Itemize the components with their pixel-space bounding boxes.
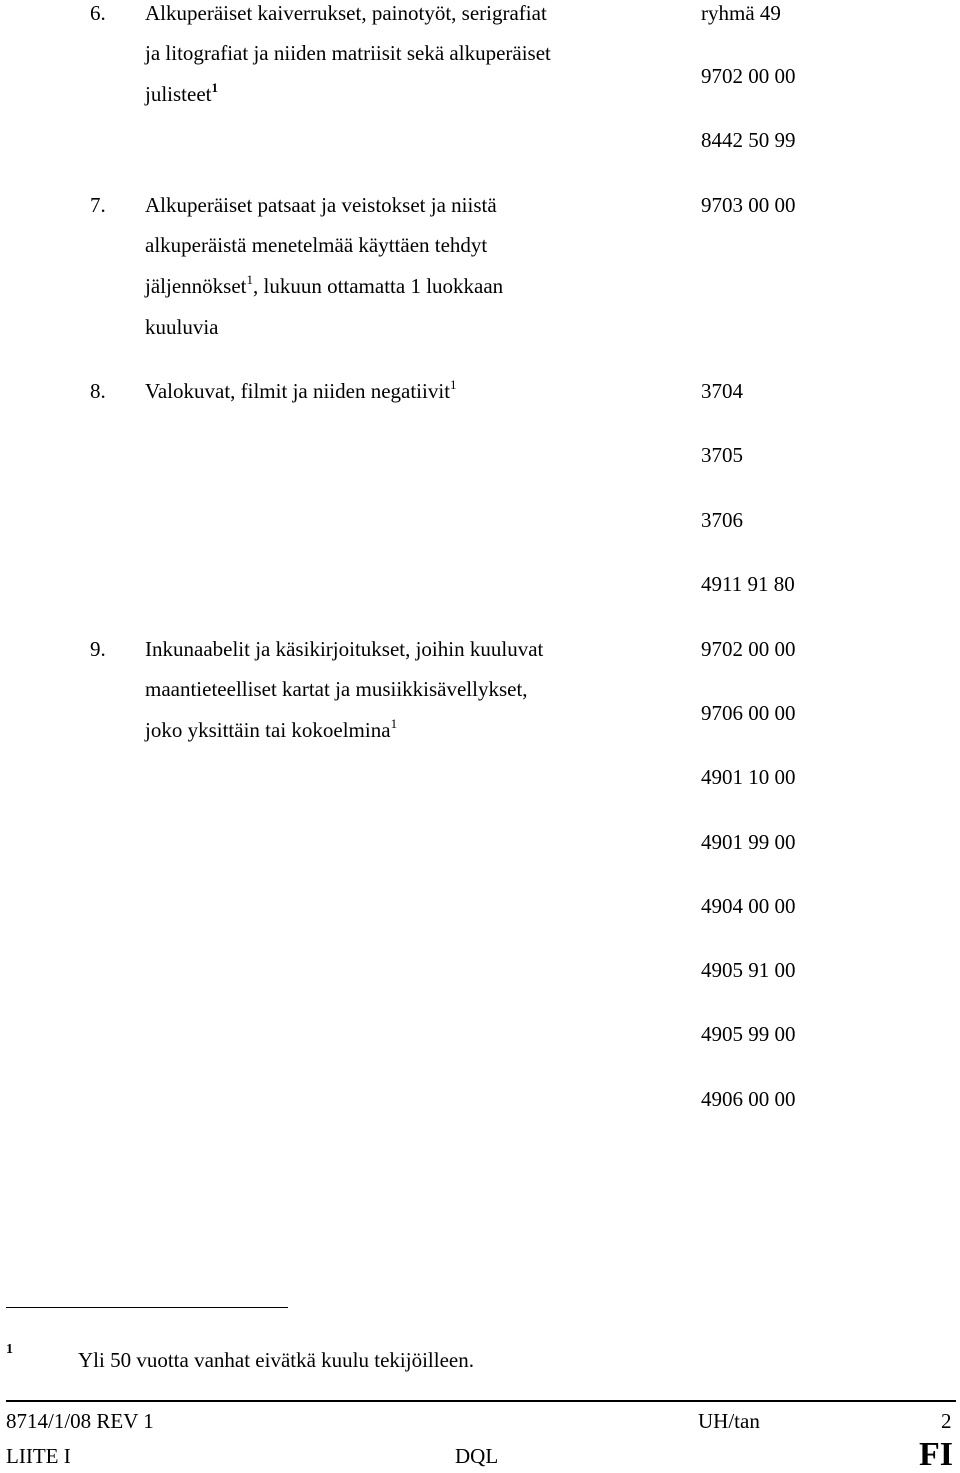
item-6-code-3: 8442 50 99 <box>701 128 796 152</box>
item-7-line-3 <box>145 272 504 298</box>
item-8-code-2: 3705 <box>701 443 743 467</box>
item-8-line-1 <box>145 377 457 403</box>
item-9-code-1: 9702 00 00 <box>701 637 796 661</box>
item-9-code-2: 9706 00 00 <box>701 701 796 725</box>
item-8-number: 8. <box>90 379 106 403</box>
page-number: 2 <box>941 1409 952 1433</box>
annex-label: LIITE I <box>6 1444 71 1468</box>
item-9-code-4: 4901 99 00 <box>701 830 796 854</box>
item-6-line-1: Alkuperäiset kaiverrukset, painotyöt, serigrafiat <box>145 1 547 25</box>
item-7-line-3-text: jäljennökset <box>145 274 247 298</box>
department-code: DQL <box>455 1444 499 1468</box>
item-9-line-1: Inkunaabelit ja käsikirjoitukset, joihin kuuluvat <box>145 637 544 661</box>
item-8-code-1: 3704 <box>701 379 743 403</box>
item-7-line-1: Alkuperäiset patsaat ja veistokset ja niistä <box>145 193 497 217</box>
item-7-code-1: 9703 00 00 <box>701 193 796 217</box>
item-7-line-3-rest: , lukuun ottamatta 1 luokkaan <box>252 274 504 298</box>
initials: UH/tan <box>698 1409 760 1433</box>
item-6-line-2: ja litografiat ja niiden matriisit sekä alkuperäiset <box>145 41 551 65</box>
item-8-line-1-text: Valokuvat, filmit ja niiden negatiivit <box>145 379 451 403</box>
item-6-line-3-text: julisteet <box>145 82 212 106</box>
item-9-code-5: 4904 00 00 <box>701 894 796 918</box>
footnote-text: Yli 50 vuotta vanhat eivätkä kuulu tekijöilleen. <box>78 1348 474 1372</box>
item-9-line-3-text: joko yksittäin tai kokoelmina <box>145 718 391 742</box>
item-9-line-2: maantieteelliset kartat ja musiikkisävellykset, <box>145 677 528 701</box>
footer-rule <box>6 1400 956 1402</box>
doc-reference: 8714/1/08 REV 1 <box>6 1409 154 1433</box>
footnote-ref: 1 <box>211 80 218 95</box>
item-6-code-2: 9702 00 00 <box>701 64 796 88</box>
item-9-code-7: 4905 99 00 <box>701 1022 796 1046</box>
item-9-number: 9. <box>90 637 106 661</box>
item-7-number: 7. <box>90 193 106 217</box>
footnote-ref: 1 <box>246 272 253 287</box>
item-9-line-3 <box>145 716 398 742</box>
footnote-ref: 1 <box>450 377 457 392</box>
item-9-code-6: 4905 91 00 <box>701 958 796 982</box>
item-8-code-3: 3706 <box>701 508 743 532</box>
item-6-line-3 <box>145 80 218 106</box>
language-code: FI <box>919 1436 953 1473</box>
footnote-separator <box>6 1307 288 1308</box>
item-7-line-2: alkuperäistä menetelmää käyttäen tehdyt <box>145 233 488 257</box>
item-9-code-8: 4906 00 00 <box>701 1087 796 1111</box>
footnote-marker: 1 <box>6 1342 13 1357</box>
item-6-code-1: ryhmä 49 <box>701 1 781 25</box>
item-8-code-4: 4911 91 80 <box>701 572 795 596</box>
item-7-line-4: kuuluvia <box>145 315 219 339</box>
item-6-number: 6. <box>90 1 106 25</box>
item-9-code-3: 4901 10 00 <box>701 765 796 789</box>
footnote-ref: 1 <box>390 716 398 731</box>
